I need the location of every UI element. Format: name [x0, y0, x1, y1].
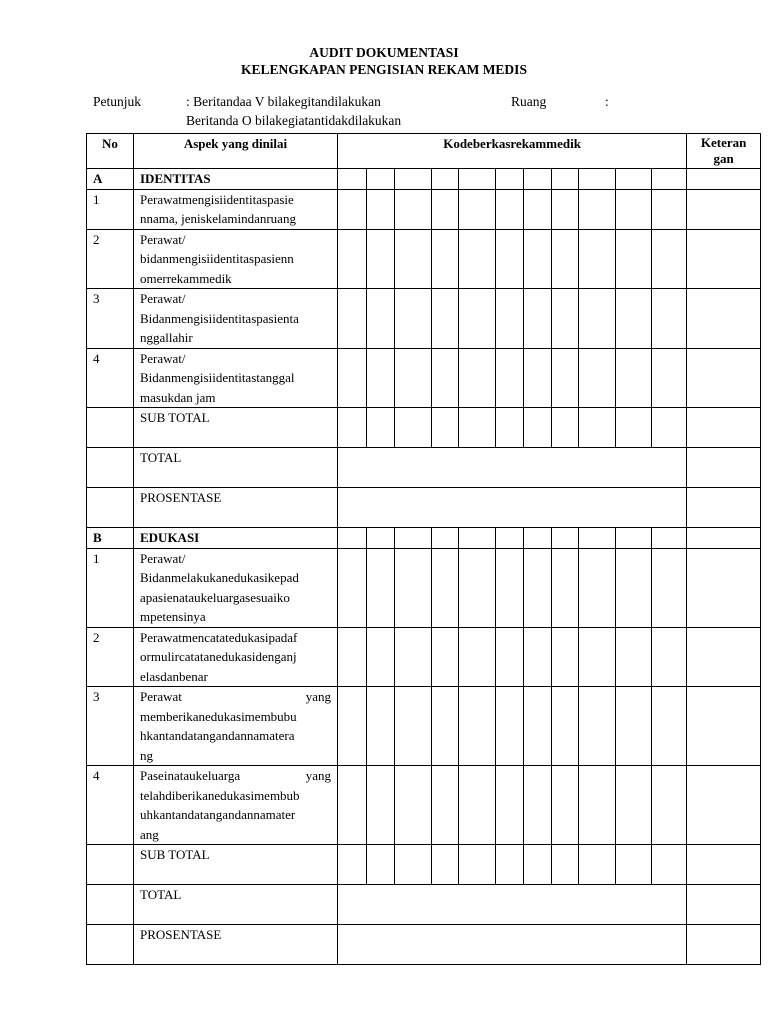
item-aspek — [134, 229, 338, 289]
item-aspek — [134, 766, 338, 845]
header-keterangan-line1: Keteran — [700, 135, 747, 150]
instructions-line2: Beritanda O bilakegiatantidakdilakukan — [186, 113, 402, 128]
item-score-cell[interactable] — [579, 548, 616, 627]
item-score-cell[interactable] — [459, 627, 496, 687]
keterangan-cell[interactable] — [687, 448, 761, 488]
item-score-cell[interactable] — [496, 627, 524, 687]
item-score-cell[interactable] — [579, 229, 616, 289]
item-aspek-line: ormulircatatanedukasidenganj — [140, 649, 297, 664]
total-label: TOTAL — [134, 448, 338, 488]
audit-table-body — [87, 134, 761, 965]
item-score-cell[interactable] — [552, 229, 579, 289]
item-aspek-word: Paseinataukeluarga — [140, 768, 241, 783]
section-row — [87, 169, 761, 190]
keterangan-cell[interactable] — [687, 687, 761, 766]
table-row — [87, 687, 761, 766]
total-row-value-cell[interactable] — [338, 885, 687, 925]
section-score-cell[interactable] — [367, 169, 395, 190]
section-score-cell[interactable] — [616, 169, 652, 190]
prosentase-row-value-cell[interactable] — [338, 925, 687, 965]
item-aspek-line: memberikanedukasimembubu — [140, 708, 297, 724]
item-score-cell[interactable] — [524, 687, 552, 766]
keterangan-cell[interactable] — [687, 528, 761, 549]
item-aspek-line: telahdiberikanedukasimembub — [140, 787, 300, 803]
item-score-cell[interactable] — [459, 687, 496, 766]
subtotal-score-cell[interactable] — [367, 408, 395, 448]
item-score-cell[interactable] — [395, 687, 432, 766]
keterangan-cell[interactable] — [687, 408, 761, 448]
table-row — [87, 189, 761, 229]
item-aspek — [134, 687, 338, 766]
item-score-cell[interactable] — [395, 548, 432, 627]
item-score-cell[interactable] — [338, 687, 367, 766]
item-aspek-line: Bidanmengisiidentitastanggal — [140, 370, 295, 385]
subtotal-score-cell[interactable] — [652, 408, 687, 448]
item-score-cell[interactable] — [524, 766, 552, 845]
item-score-cell[interactable] — [395, 189, 432, 229]
section-score-cell[interactable] — [652, 169, 687, 190]
subtotal-score-cell[interactable] — [496, 408, 524, 448]
item-score-cell[interactable] — [395, 627, 432, 687]
subtotal-score-cell[interactable] — [524, 845, 552, 885]
total-row — [87, 448, 761, 488]
item-aspek-line: Perawat/ — [140, 550, 186, 566]
item-aspek-line: omerrekammedik — [140, 270, 232, 286]
item-aspek-line: Perawat/ — [140, 231, 186, 247]
header-no: No — [87, 134, 134, 169]
item-score-cell[interactable] — [616, 766, 652, 845]
header-aspek: Aspek yang dinilai — [134, 134, 338, 169]
item-score-cell[interactable] — [367, 189, 395, 229]
subtotal-score-cell[interactable] — [338, 845, 367, 885]
section-score-cell[interactable] — [459, 528, 496, 549]
subtotal-score-cell[interactable] — [367, 845, 395, 885]
item-score-cell[interactable] — [579, 687, 616, 766]
item-score-cell[interactable] — [367, 229, 395, 289]
keterangan-cell[interactable] — [687, 925, 761, 965]
item-no: 1 — [87, 189, 134, 229]
item-score-cell[interactable] — [432, 189, 459, 229]
item-aspek-line: Perawatmengisiidentitaspasie — [140, 191, 294, 207]
section-score-cell[interactable] — [496, 169, 524, 190]
document-title-line2: KELENGKAPAN PENGISIAN REKAM MEDIS — [241, 62, 527, 77]
subtotal-score-cell[interactable] — [395, 408, 432, 448]
item-score-cell[interactable] — [367, 687, 395, 766]
item-score-cell[interactable] — [338, 548, 367, 627]
item-score-cell[interactable] — [395, 766, 432, 845]
item-score-cell[interactable] — [579, 348, 616, 408]
table-row — [87, 548, 761, 627]
subtotal-score-cell[interactable] — [395, 845, 432, 885]
item-score-cell[interactable] — [524, 348, 552, 408]
instructions-label: Petunjuk — [93, 94, 142, 109]
item-score-cell[interactable] — [616, 348, 652, 408]
item-score-cell[interactable] — [552, 189, 579, 229]
subtotal-no-cell — [87, 408, 134, 448]
ruang-label: Ruang — [511, 94, 547, 109]
item-score-cell[interactable] — [579, 289, 616, 349]
item-aspek-line — [140, 766, 331, 786]
item-score-cell[interactable] — [652, 289, 687, 349]
item-aspek-line: Perawat/ — [140, 350, 186, 366]
subtotal-score-cell[interactable] — [459, 408, 496, 448]
item-aspek-word: yang — [305, 768, 331, 783]
section-score-cell[interactable] — [652, 528, 687, 549]
prosentase-row — [87, 488, 761, 528]
item-score-cell[interactable] — [338, 289, 367, 349]
item-score-cell[interactable] — [395, 289, 432, 349]
section-score-cell[interactable] — [395, 169, 432, 190]
item-score-cell[interactable] — [524, 627, 552, 687]
item-score-cell[interactable] — [496, 289, 524, 349]
section-title: IDENTITAS — [134, 169, 338, 190]
item-score-cell[interactable] — [552, 548, 579, 627]
item-score-cell[interactable] — [459, 348, 496, 408]
section-score-cell[interactable] — [395, 528, 432, 549]
item-score-cell[interactable] — [496, 766, 524, 845]
item-aspek-line: hkantandatangandannamatera — [140, 728, 295, 743]
section-score-cell[interactable] — [552, 528, 579, 549]
item-aspek-word: yang — [305, 689, 331, 704]
section-score-cell[interactable] — [524, 528, 552, 549]
total-row — [87, 885, 761, 925]
header-keterangan — [687, 134, 761, 169]
section-score-cell[interactable] — [579, 528, 616, 549]
subtotal-label: SUB TOTAL — [134, 845, 338, 885]
section-score-cell[interactable] — [432, 528, 459, 549]
ruang-colon: : — [605, 94, 609, 109]
item-score-cell[interactable] — [459, 189, 496, 229]
item-aspek — [134, 548, 338, 627]
total-row-no-cell — [87, 885, 134, 925]
item-aspek-line: bidanmengisiidentitaspasienn — [140, 251, 294, 266]
item-score-cell[interactable] — [496, 348, 524, 408]
item-aspek — [134, 289, 338, 349]
item-no: 3 — [87, 687, 134, 766]
total-row-no-cell — [87, 448, 134, 488]
header-kode: Kodeberkasrekammedik — [338, 134, 687, 169]
item-score-cell[interactable] — [579, 627, 616, 687]
section-score-cell[interactable] — [459, 169, 496, 190]
keterangan-cell[interactable] — [687, 229, 761, 289]
subtotal-score-cell[interactable] — [432, 845, 459, 885]
subtotal-row — [87, 845, 761, 885]
table-header-row — [87, 134, 761, 169]
item-score-cell[interactable] — [367, 627, 395, 687]
section-code: B — [87, 528, 134, 549]
subtotal-score-cell[interactable] — [616, 408, 652, 448]
item-score-cell[interactable] — [338, 189, 367, 229]
subtotal-score-cell[interactable] — [579, 845, 616, 885]
section-score-cell[interactable] — [496, 528, 524, 549]
prosentase-row-value-cell[interactable] — [338, 488, 687, 528]
item-score-cell[interactable] — [524, 189, 552, 229]
item-score-cell[interactable] — [524, 548, 552, 627]
subtotal-row — [87, 408, 761, 448]
item-no: 1 — [87, 548, 134, 627]
subtotal-score-cell[interactable] — [496, 845, 524, 885]
item-score-cell[interactable] — [432, 348, 459, 408]
subtotal-score-cell[interactable] — [616, 845, 652, 885]
subtotal-label: SUB TOTAL — [134, 408, 338, 448]
item-score-cell[interactable] — [338, 229, 367, 289]
section-score-cell[interactable] — [552, 169, 579, 190]
item-aspek-line — [140, 687, 331, 707]
prosentase-row — [87, 925, 761, 965]
item-aspek-line: nnama, jeniskelamindanruang — [140, 211, 296, 226]
item-aspek-line: ng — [140, 747, 153, 763]
section-title: EDUKASI — [134, 528, 338, 549]
section-code: A — [87, 169, 134, 190]
item-no: 4 — [87, 348, 134, 408]
keterangan-cell[interactable] — [687, 169, 761, 190]
item-aspek-line: ang — [140, 826, 159, 842]
table-row — [87, 348, 761, 408]
item-score-cell[interactable] — [524, 229, 552, 289]
section-score-cell[interactable] — [616, 528, 652, 549]
keterangan-cell[interactable] — [687, 766, 761, 845]
header-keterangan-line2: gan — [713, 151, 734, 166]
item-score-cell[interactable] — [616, 189, 652, 229]
item-aspek-word: Perawat — [140, 689, 182, 704]
item-score-cell[interactable] — [367, 289, 395, 349]
section-score-cell[interactable] — [338, 169, 367, 190]
item-score-cell[interactable] — [552, 289, 579, 349]
item-score-cell[interactable] — [459, 548, 496, 627]
item-score-cell[interactable] — [432, 289, 459, 349]
audit-table — [86, 133, 761, 965]
item-score-cell[interactable] — [652, 627, 687, 687]
item-no: 3 — [87, 289, 134, 349]
item-score-cell[interactable] — [652, 229, 687, 289]
item-aspek-line: mpetensinya — [140, 609, 206, 624]
item-score-cell[interactable] — [367, 348, 395, 408]
table-row — [87, 289, 761, 349]
item-score-cell[interactable] — [552, 766, 579, 845]
section-score-cell[interactable] — [367, 528, 395, 549]
item-score-cell[interactable] — [395, 229, 432, 289]
keterangan-cell[interactable] — [687, 548, 761, 627]
item-aspek — [134, 348, 338, 408]
prosentase-label: PROSENTASE — [134, 488, 338, 528]
item-score-cell[interactable] — [432, 548, 459, 627]
total-label: TOTAL — [134, 885, 338, 925]
item-score-cell[interactable] — [395, 348, 432, 408]
item-score-cell[interactable] — [459, 229, 496, 289]
item-score-cell[interactable] — [616, 687, 652, 766]
item-score-cell[interactable] — [432, 229, 459, 289]
item-aspek-line: uhkantandatangandannamater — [140, 807, 296, 822]
subtotal-score-cell[interactable] — [552, 845, 579, 885]
item-score-cell[interactable] — [432, 687, 459, 766]
item-aspek-line: apasienataukeluargasesuaiko — [140, 589, 290, 605]
item-score-cell[interactable] — [432, 627, 459, 687]
item-score-cell[interactable] — [652, 189, 687, 229]
table-row — [87, 229, 761, 289]
prosentase-row-no-cell — [87, 488, 134, 528]
item-score-cell[interactable] — [616, 289, 652, 349]
item-score-cell[interactable] — [338, 348, 367, 408]
item-score-cell[interactable] — [338, 627, 367, 687]
subtotal-no-cell — [87, 845, 134, 885]
item-score-cell[interactable] — [552, 687, 579, 766]
keterangan-cell[interactable] — [687, 289, 761, 349]
keterangan-cell[interactable] — [687, 627, 761, 687]
item-score-cell[interactable] — [579, 766, 616, 845]
item-aspek-line: elasdanbenar — [140, 668, 208, 684]
item-aspek — [134, 189, 338, 229]
subtotal-score-cell[interactable] — [652, 845, 687, 885]
keterangan-cell[interactable] — [687, 488, 761, 528]
item-score-cell[interactable] — [616, 548, 652, 627]
item-score-cell[interactable] — [652, 766, 687, 845]
subtotal-score-cell[interactable] — [459, 845, 496, 885]
item-no: 4 — [87, 766, 134, 845]
item-score-cell[interactable] — [367, 548, 395, 627]
subtotal-score-cell[interactable] — [432, 408, 459, 448]
item-no: 2 — [87, 627, 134, 687]
subtotal-score-cell[interactable] — [552, 408, 579, 448]
item-score-cell[interactable] — [579, 189, 616, 229]
item-aspek-line: nggallahir — [140, 330, 193, 345]
item-score-cell[interactable] — [616, 627, 652, 687]
subtotal-score-cell[interactable] — [579, 408, 616, 448]
keterangan-cell[interactable] — [687, 189, 761, 229]
item-score-cell[interactable] — [496, 229, 524, 289]
section-row — [87, 528, 761, 549]
section-score-cell[interactable] — [432, 169, 459, 190]
item-score-cell[interactable] — [367, 766, 395, 845]
item-aspek-line: Perawat/ — [140, 291, 186, 306]
item-aspek-line: Bidanmengisiidentitaspasienta — [140, 310, 299, 326]
table-row — [87, 627, 761, 687]
prosentase-row-no-cell — [87, 925, 134, 965]
item-score-cell[interactable] — [552, 348, 579, 408]
section-score-cell[interactable] — [524, 169, 552, 190]
section-score-cell[interactable] — [338, 528, 367, 549]
item-score-cell[interactable] — [459, 766, 496, 845]
item-score-cell[interactable] — [652, 687, 687, 766]
total-row-value-cell[interactable] — [338, 448, 687, 488]
keterangan-cell[interactable] — [687, 348, 761, 408]
item-score-cell[interactable] — [652, 548, 687, 627]
item-score-cell[interactable] — [338, 766, 367, 845]
prosentase-label: PROSENTASE — [134, 925, 338, 965]
item-score-cell[interactable] — [496, 189, 524, 229]
keterangan-cell[interactable] — [687, 845, 761, 885]
document-title-line1: AUDIT DOKUMENTASI — [309, 45, 459, 60]
subtotal-score-cell[interactable] — [524, 408, 552, 448]
item-score-cell[interactable] — [616, 229, 652, 289]
item-score-cell[interactable] — [496, 687, 524, 766]
subtotal-score-cell[interactable] — [338, 408, 367, 448]
item-score-cell[interactable] — [524, 289, 552, 349]
item-no: 2 — [87, 229, 134, 289]
keterangan-cell[interactable] — [687, 885, 761, 925]
item-aspek-line: masukdan jam — [140, 389, 216, 405]
item-score-cell[interactable] — [652, 348, 687, 408]
item-aspek-line: Perawatmencatatedukasipadaf — [140, 629, 298, 645]
table-row — [87, 766, 761, 845]
item-score-cell[interactable] — [459, 289, 496, 349]
item-score-cell[interactable] — [552, 627, 579, 687]
section-score-cell[interactable] — [579, 169, 616, 190]
instructions-line1: : Beritandaa V bilakegitandilakukan — [186, 94, 381, 109]
item-aspek-line: Bidanmelakukanedukasikepad — [140, 570, 299, 585]
item-aspek — [134, 627, 338, 687]
item-score-cell[interactable] — [432, 766, 459, 845]
item-score-cell[interactable] — [496, 548, 524, 627]
